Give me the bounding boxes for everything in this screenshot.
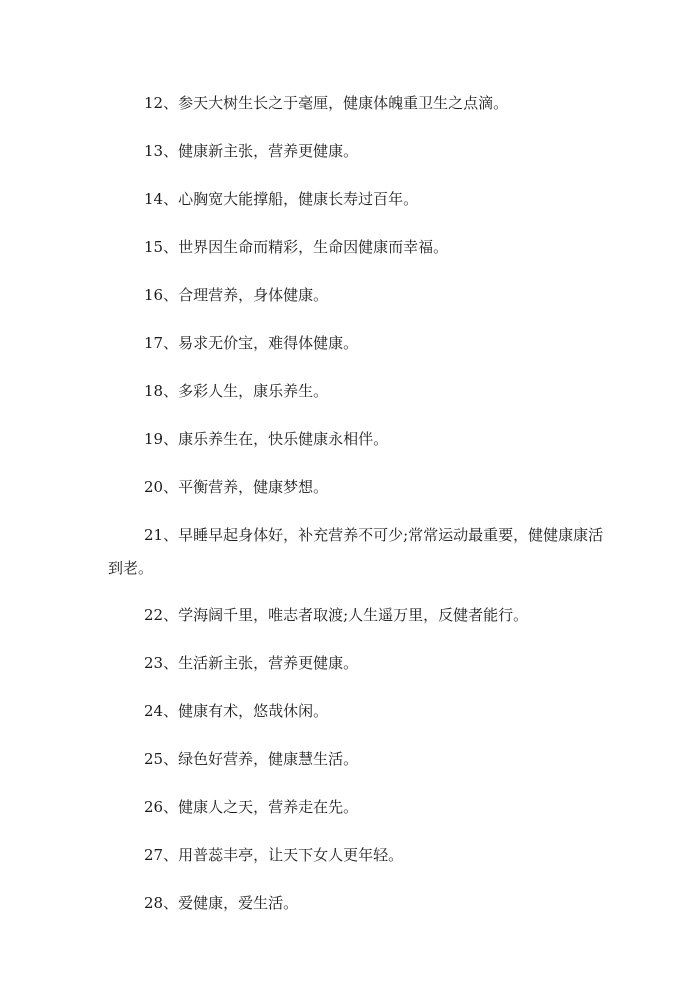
slogan-item-23: 23、生活新主张，营养更健康。 <box>144 654 359 672</box>
slogan-item-13: 13、健康新主张，营养更健康。 <box>144 142 359 160</box>
slogan-item-21: 21、早睡早起身体好，补充营养不可少;常常运动最重要，健健康康活到老。 <box>108 526 604 577</box>
slogan-item-14: 14、心胸宽大能撑船，健康长寿过百年。 <box>144 190 419 208</box>
slogan-item-25: 25、绿色好营养，健康慧生活。 <box>144 750 359 768</box>
slogan-item-27: 27、用普蕊丰亭，让天下女人更年轻。 <box>144 846 404 864</box>
slogan-item-15: 15、世界因生命而精彩，生命因健康而幸福。 <box>144 238 449 256</box>
slogan-item-20: 20、平衡营养，健康梦想。 <box>144 478 329 496</box>
slogan-item-22: 22、学海阔千里，唯志者取渡;人生遥万里，反健者能行。 <box>144 606 529 624</box>
slogan-item-26: 26、健康人之天，营养走在先。 <box>144 798 359 816</box>
slogan-item-28: 28、爱健康，爱生活。 <box>144 894 299 912</box>
slogan-item-16: 16、合理营养，身体健康。 <box>144 286 329 304</box>
slogan-item-24: 24、健康有术，悠哉休闲。 <box>144 702 329 720</box>
slogan-item-17: 17、易求无价宝，难得体健康。 <box>144 334 359 352</box>
slogan-item-18: 18、多彩人生，康乐养生。 <box>144 382 329 400</box>
slogan-item-12: 12、参天大树生长之于毫厘，健康体魄重卫生之点滴。 <box>144 94 509 112</box>
slogan-item-19: 19、康乐养生在，快乐健康永相伴。 <box>144 430 389 448</box>
